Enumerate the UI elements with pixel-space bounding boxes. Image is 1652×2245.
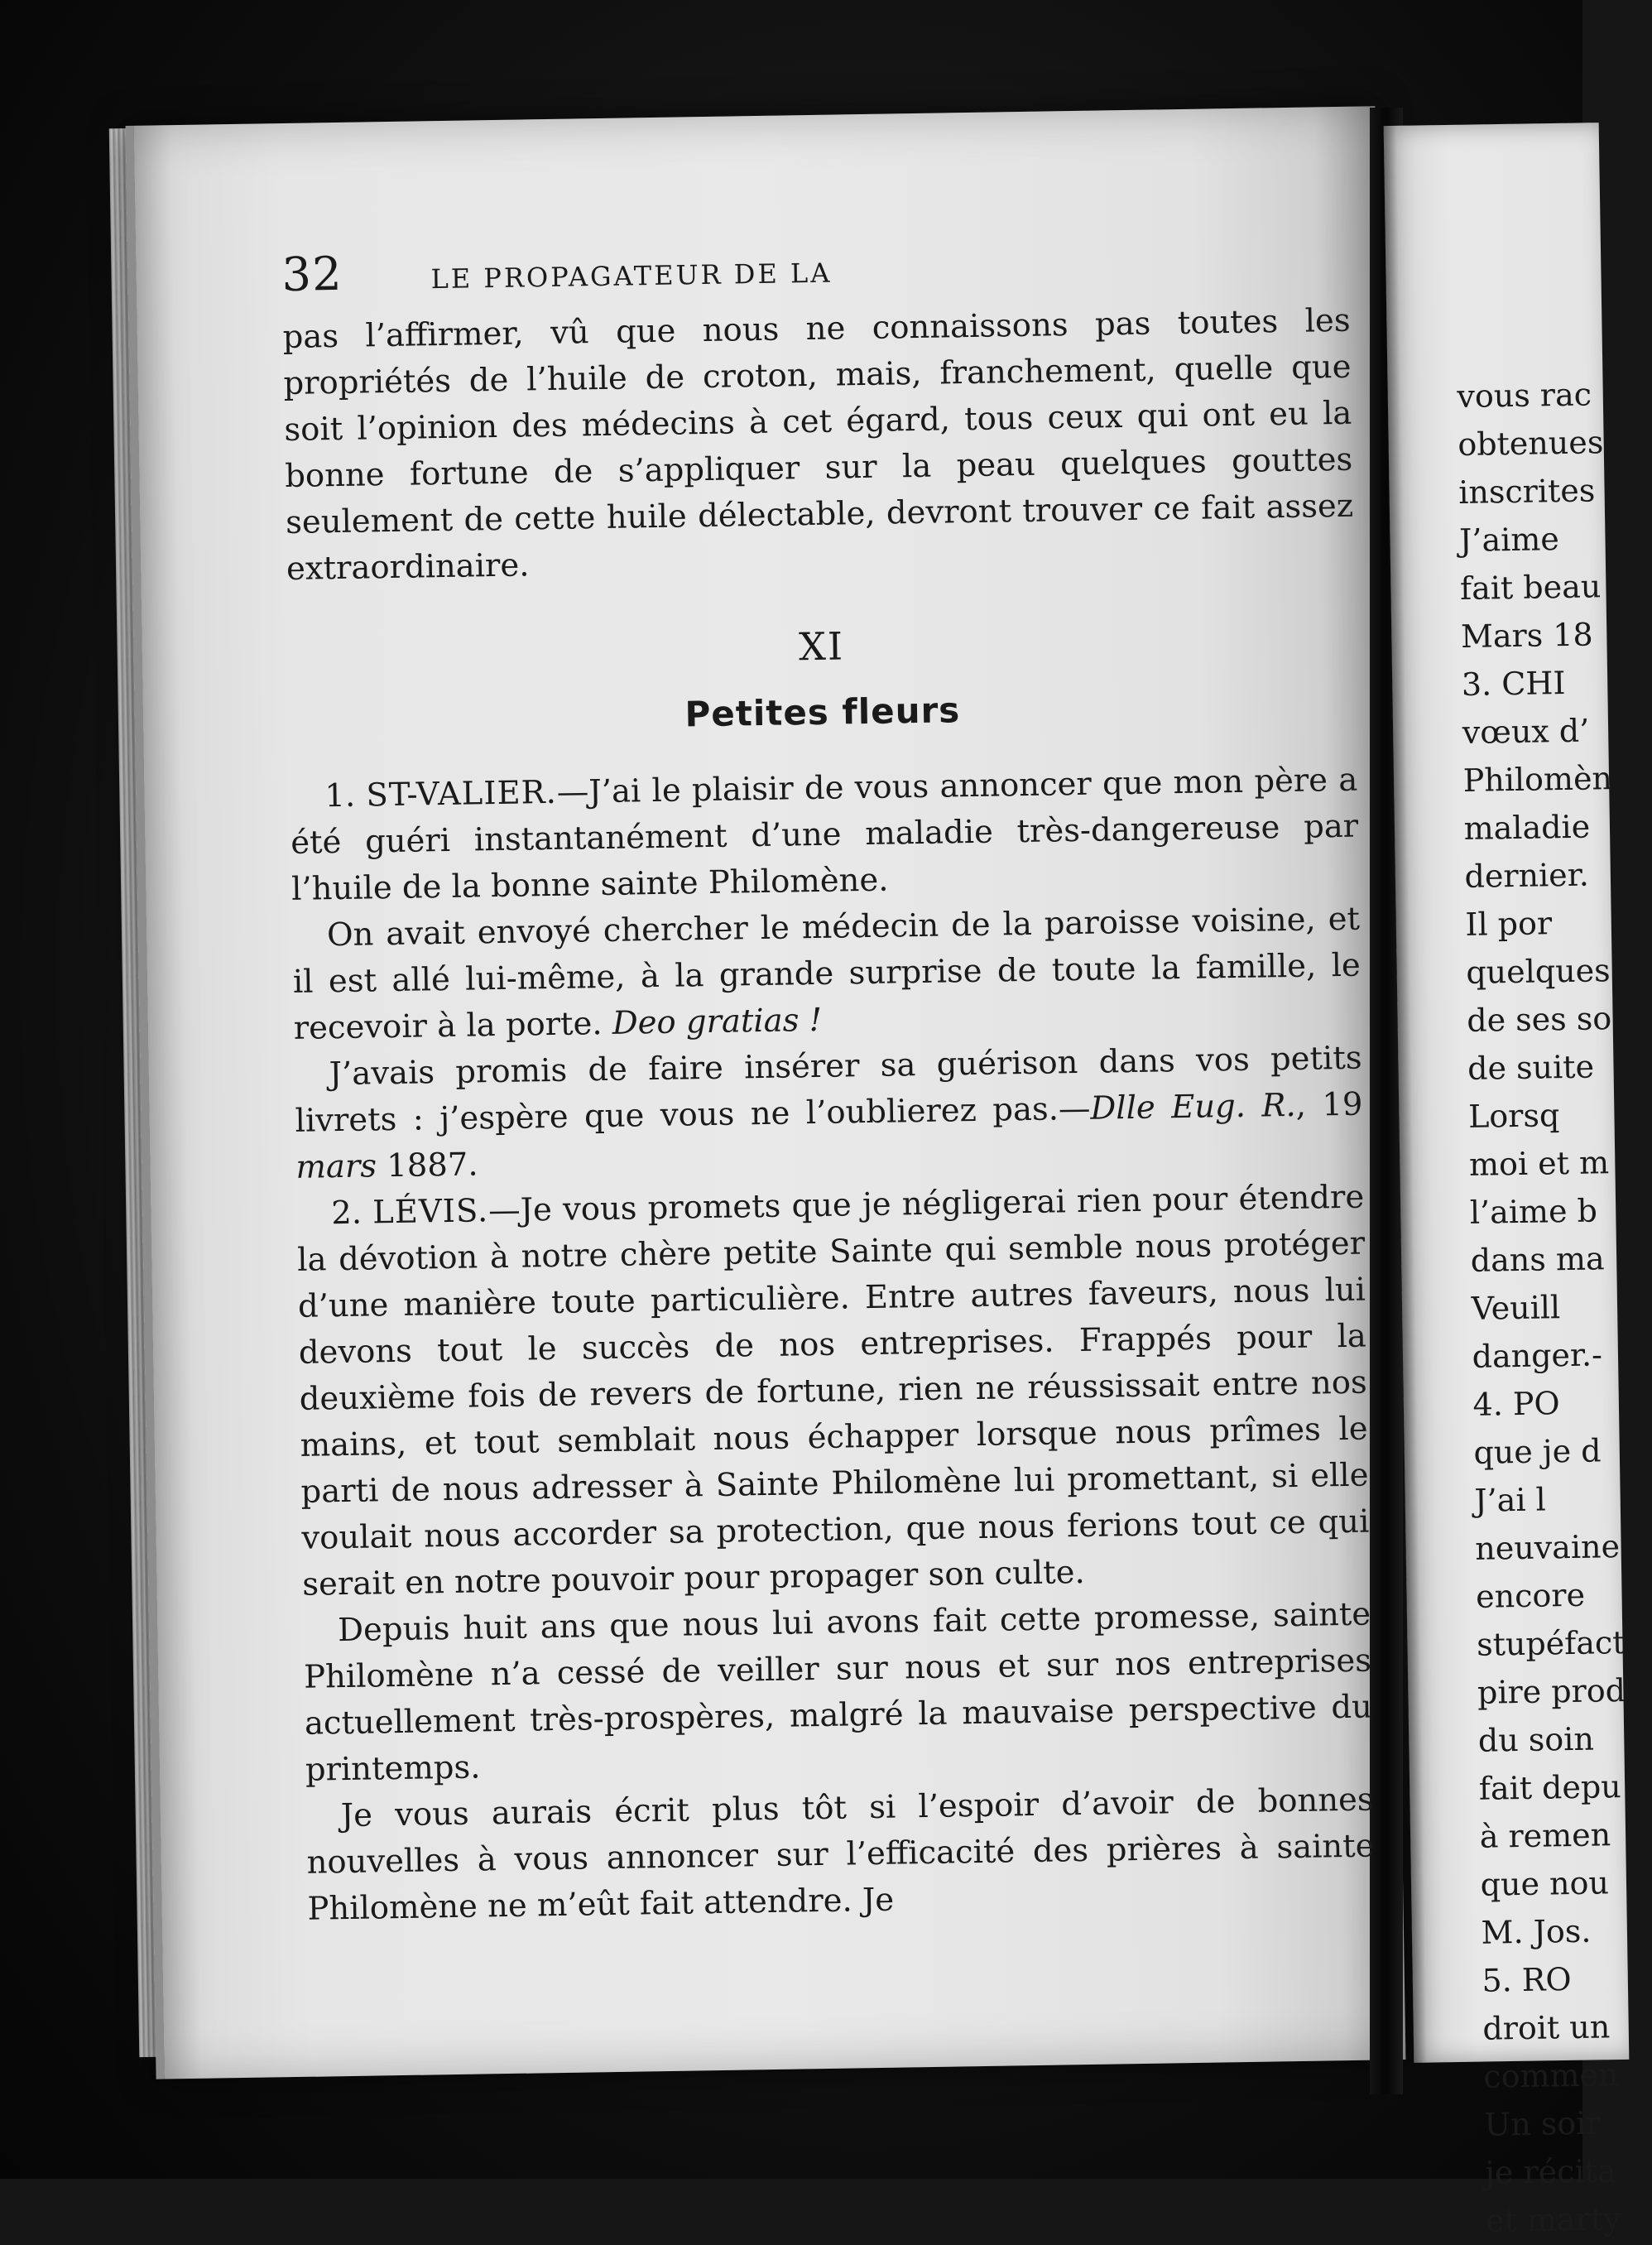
- right-page-line: Un soir: [1483, 2104, 1602, 2143]
- right-page-line: que je d: [1473, 1432, 1602, 1471]
- right-page-line: danger.-: [1472, 1336, 1603, 1375]
- right-page-line: pire prod: [1477, 1671, 1626, 1711]
- entry-1-paragraph-3: [294, 1036, 1363, 1191]
- entry-1-date-sep: , 19: [1295, 1085, 1363, 1124]
- entry-2-paragraph-2: Depuis huit ans que nous lui avons fait cette promesse, sainte Philomène n’a cessé de veiller sur nous et sur nos entreprises actuellement très-prospères, malgré la mauvaise perspective du printemps.: [303, 1595, 1373, 1789]
- right-page-line: J’ai l: [1474, 1481, 1547, 1519]
- right-page-line: vœux d’: [1462, 712, 1590, 751]
- right-page-line: je récita: [1484, 2152, 1616, 2191]
- right-page-line: obtenues: [1458, 424, 1604, 463]
- right-page-line: vous rac: [1457, 376, 1592, 415]
- right-page-line: Veuill: [1471, 1289, 1561, 1327]
- entry-1-text: —J’ai le plaisir de vous annoncer que mon père a été guéri instantanément d’une maladie très-dangereuse par l’huile de la bonne sainte Philomène.: [290, 761, 1359, 908]
- entry-2-number: 2.: [330, 1194, 363, 1233]
- right-page-text: [1457, 370, 1652, 2245]
- running-head-title: LE PROPAGATEUR DE LA: [430, 257, 833, 296]
- right-page-line: fait beau: [1459, 568, 1602, 607]
- entry-1-text-b: On avait envoyé chercher le médecin de la paroisse voisine, et il est allé lui-même, à la grande surprise de toute la famille, le recevoir à la porte.: [292, 900, 1361, 1047]
- right-page-line: 4. PO: [1472, 1385, 1560, 1423]
- right-page-line: du soin: [1477, 1720, 1595, 1759]
- right-page-line: fait depu: [1478, 1768, 1622, 1807]
- right-page-line: droit un: [1482, 2008, 1611, 2047]
- entry-1-paragraph-1: [290, 757, 1359, 913]
- right-page-line: Lorsq: [1467, 1097, 1560, 1135]
- opening-paragraph: pas l’affirmer, vû que nous ne connaissons pas toutes les propriétés de l’huile de croton, mais, franchement, quelle que soit l’opinion des médecins à cet égard, tous ceux qui ont eu la bonne fortune de s’appliquer sur la peau quelques gouttes seulement de cette huile délectable, devront trouver ce fait assez extraordinaire.: [282, 301, 1354, 588]
- right-page-line: Philomèn: [1462, 760, 1613, 799]
- right-page-line: neuvaine: [1474, 1528, 1621, 1567]
- right-page-line: l’aime b: [1469, 1192, 1598, 1231]
- right-page-line: de suite: [1467, 1048, 1595, 1087]
- right-page-line: que nou: [1480, 1864, 1610, 1903]
- page-number: 32: [281, 247, 343, 302]
- entry-1-paragraph-2: [292, 897, 1361, 1052]
- entry-1-text-c: J’avais promis de faire insérer sa guérison dans vos petits livrets : j’espère que vous ne l’oublierez pas.—: [295, 1039, 1362, 1140]
- entry-1-number: 1.: [324, 776, 356, 815]
- right-page-line: moi et m: [1468, 1144, 1610, 1183]
- deo-gratias: Deo gratias !: [612, 1001, 823, 1042]
- entry-2-paragraph-1: [296, 1175, 1371, 1608]
- right-page-line: 5. RO: [1482, 1961, 1572, 1999]
- left-page-content: [281, 232, 1376, 1933]
- chapter-title: Petites fleurs: [684, 690, 961, 735]
- entry-1-year: 1887.: [376, 1146, 478, 1185]
- right-page-line: maladie: [1463, 808, 1591, 847]
- right-page-line: commen: [1482, 2056, 1619, 2095]
- chapter-number: XI: [798, 623, 845, 670]
- right-page-line: et marty: [1485, 2200, 1621, 2239]
- entry-1-place: ST-VALIER.: [366, 773, 558, 815]
- entry-1-month: mars: [295, 1147, 377, 1186]
- entry-2-text: —Je vous promets que je négligerai rien pour étendre la dévotion à notre chère petite Sainte qui semble nous protéger d’une manière toute particulière. Entre autres faveurs, nous lui devons tout le succès de nos entreprises. Frappés pour la deuxième fois de revers de fortune, rien ne réussissait entre nos mains, et tout semblait nous échapper lorsque nous prîmes le parti de nous adresser à Sainte Philomène lui promettant, si elle voulait nous accorder sa protection, que nous ferions tout ce qui serait en notre pouvoir pour propager son culte.: [296, 1178, 1370, 1603]
- right-page-line: dans ma: [1470, 1240, 1605, 1279]
- right-page-line: J’aime: [1458, 521, 1560, 559]
- right-page-line: M. Jos.: [1481, 1912, 1592, 1951]
- right-page-line: de ses so: [1466, 1000, 1612, 1039]
- right-page-line: quelques: [1466, 952, 1611, 991]
- right-page-line: à remen: [1479, 1816, 1611, 1855]
- entry-2-place: LÉVIS.: [372, 1192, 489, 1232]
- right-page-line: stupéfact: [1476, 1623, 1626, 1663]
- right-page-line: encore: [1475, 1576, 1586, 1615]
- right-page-line: 3. CHI: [1461, 664, 1566, 703]
- right-page-line: dernier.: [1464, 856, 1590, 895]
- entry-1-signature: Dlle Eug. R.: [1090, 1086, 1297, 1127]
- right-page-line: inscrites: [1458, 472, 1596, 511]
- entry-2-paragraph-3: Je vous aurais écrit plus tôt si l’espoir d’avoir de bonnes nouvelles à vous annoncer sur l’efficacité des prières à sainte Philomène ne m’eût fait attendre. Je: [306, 1781, 1375, 1928]
- right-page-line: Mars 18: [1460, 616, 1594, 655]
- right-page-line: Il por: [1465, 905, 1553, 943]
